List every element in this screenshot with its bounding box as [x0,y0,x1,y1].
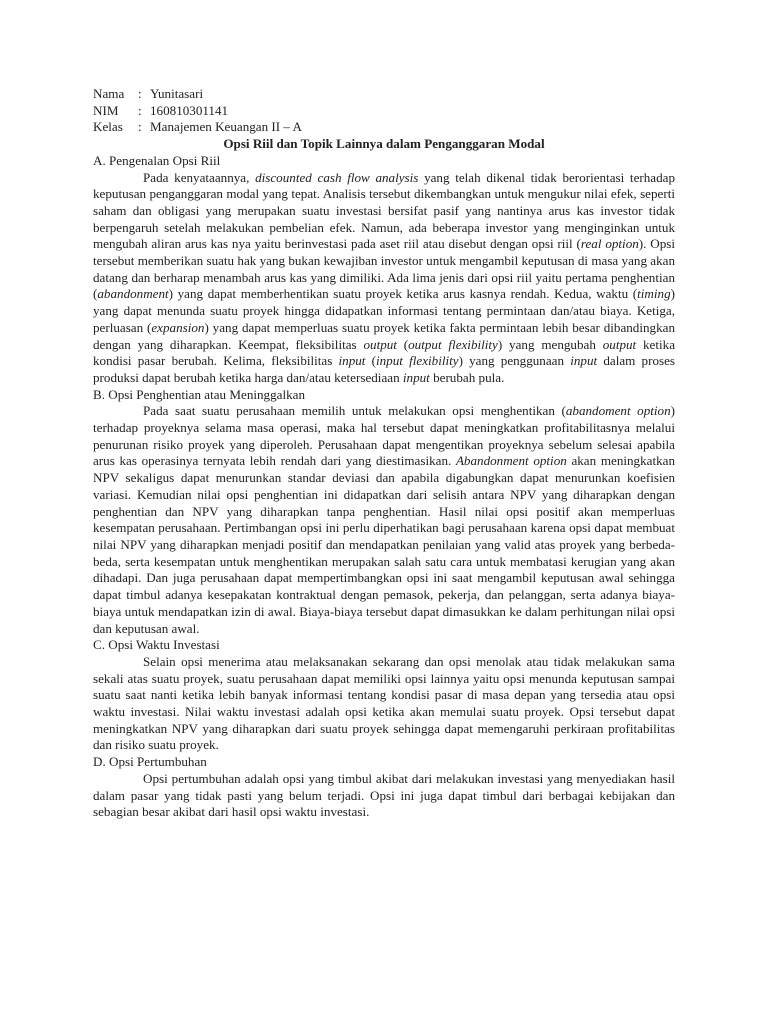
document-title: Opsi Riil dan Topik Lainnya dalam Penganggaran Modal [223,136,545,152]
italic-term: real option [580,236,639,252]
italic-term: output flexibility [408,336,498,352]
student-class: Manajemen Keuangan II – A [150,119,302,135]
section-heading-a: A. Pengenalan Opsi Riil [93,152,221,168]
italic-term: input [338,353,366,369]
header-separator: : [138,86,142,101]
section-paragraph-d: Opsi pertumbuhan adalah opsi yang timbul akibat dari melakukan investasi yang menyediakan hasil dalam pasar yang tidak pasti yang belum terjadi. Opsi ini juga dapat timbul dari berbagai kebijakan dan sebagian besar akibat dari hasil opsi waktu investasi. [93,770,675,820]
section-paragraph-c: Selain opsi menerima atau melaksanakan sekarang dan opsi menolak atau tidak melakukan sama sekali atas suatu proyek, suatu perusahaan dapat memiliki opsi lainnya yaitu opsi menunda keputusan sampai suatu saat nanti ketika lebih banyak informasi tentang kondisi pasar di masa depan yang tersedia atau opsi waktu investasi. Nilai waktu investasi adalah opsi ketika akan memulai suatu proyek. Opsi tersebut dapat meningkatkan NPV yang diharapkan dari suatu proyek sehingga dapat memengaruhi perkiraan profitabilitas dan risiko suatu proyek. [93,653,675,753]
header-label: Nama [93,86,125,101]
italic-term: expansion [151,319,205,335]
header-separator: : [138,119,142,135]
section-heading-c: C. Opsi Waktu Investasi [93,637,220,653]
header-label: NIM [93,102,119,118]
italic-term: discounted cash flow analysis [255,169,419,185]
section-paragraph-a: Pada kenyataannya, discounted cash flow analysis yang telah dikenal tidak berorientasi terhadap keputusan penganggaran modal yang tepat. Analisis tersebut dikembangkan untuk mengukur nilai efek, seperti saham dan obligasi yang merupakan suatu investasi bersifat pasif yang nantinya arus kas investor tidak berpengaruh setelah melakukan pembelian efek. Namun, ada beberapa investor yang menginginkan untuk mengubah aliran arus kas nya yaitu berinvestasi pada aset riil atau disebut dengan opsi riil (real option). Opsi tersebut memberikan suatu hak yang bukan kewajiban investor untuk mengambil keputusan di masa yang akan datang dan berharap menambah arus kas yang dimiliki. Ada lima jenis dari opsi riil yaitu pertama penghentian (abandonment) yang dapat memberhentikan suatu proyek ketika arus kasnya rendah. Kedua, waktu (timing) yang dapat menunda suatu proyek hingga didapatkan informasi tentang permintaan dan/atau biaya. Ketiga, perluasan (expansion) yang dapat memperluas suatu proyek ketika fakta permintaan lebih besar dibandingkan dengan yang diharapkan. Keempat, fleksibilitas output (output flexibility) yang mengubah output ketika kondisi pasar berubah. Kelima, fleksibilitas input (input flexibility) yang penggunaan input dalam proses produksi dapat berubah ketika harga dan/atau ketersediaan input berubah pula. [93,169,676,385]
italic-term: Abandonment option [455,453,567,469]
italic-term: abandonment [97,286,169,302]
student-id: 160810301141 [150,102,229,118]
italic-term: output [602,336,637,352]
italic-term: output [363,336,397,352]
italic-term: input flexibility [376,353,459,369]
section-heading-d: D. Opsi Pertumbuhan [93,754,207,770]
italic-term: input [570,353,598,369]
document-body [93,86,675,821]
student-name: Yunitasari [150,86,204,101]
header-row-nama [93,86,675,103]
section-heading-b: B. Opsi Penghentian atau Meninggalkan [93,386,306,402]
italic-term: abandoment option [565,403,671,419]
section-paragraph-b: Pada saat suatu perusahaan memilih untuk melakukan opsi menghentikan (abandoment option) terhadap proyeknya selama masa operasi, maka hal tersebut dapat meningkatkan profitabilitasnya melalui penurunan risiko proyek yang diperoleh. Perusahaan dapat mengentikan proyeknya sebelum selesai apabila arus kas operasinya ternyata lebih rendah dari yang diestimasikan. Abandonment option akan meningkatkan NPV sekaligus dapat menurunkan standar deviasi dan apabila digabungkan dapat menurunkan koefisien variasi. Kemudian nilai opsi penghentian ini didapatkan dari selisih antara NPV yang diharapkan dengan penghentian dan NPV yang diharapkan tanpa penghentian. Hasil nilai opsi positif akan memperluas kesempatan perusahaan. Pertimbangan opsi ini perlu diperhatikan bagi perusahaan karena opsi dapat membuat nilai NPV yang diharapkan menjadi positif dan mendapatkan penilaian yang valid atas proyek yang berbeda-beda, serta kesempatan untuk menghentikan merupakan salah satu cara untuk membatasi kerugian yang akan dihadapi. Dan juga perusahaan dapat mempertimbangkan opsi ini saat mengambil keputusan awal sehingga dapat timbul adanya kesepakatan kontraktual dengan pemasok, pekerja, dan pelanggan, serta adanya biaya-biaya untuk mendapatkan izin di awal. Biaya-biaya tersebut dapat dimasukkan ke dalam perhitungan nilai opsi dan keputusan awal. [93,403,675,636]
italic-term: input [402,369,430,385]
header-label: Kelas [93,119,123,135]
header-row-nim [93,103,675,120]
header-separator: : [138,102,142,118]
header-row-kelas [93,119,675,136]
italic-term: timing [637,286,671,302]
